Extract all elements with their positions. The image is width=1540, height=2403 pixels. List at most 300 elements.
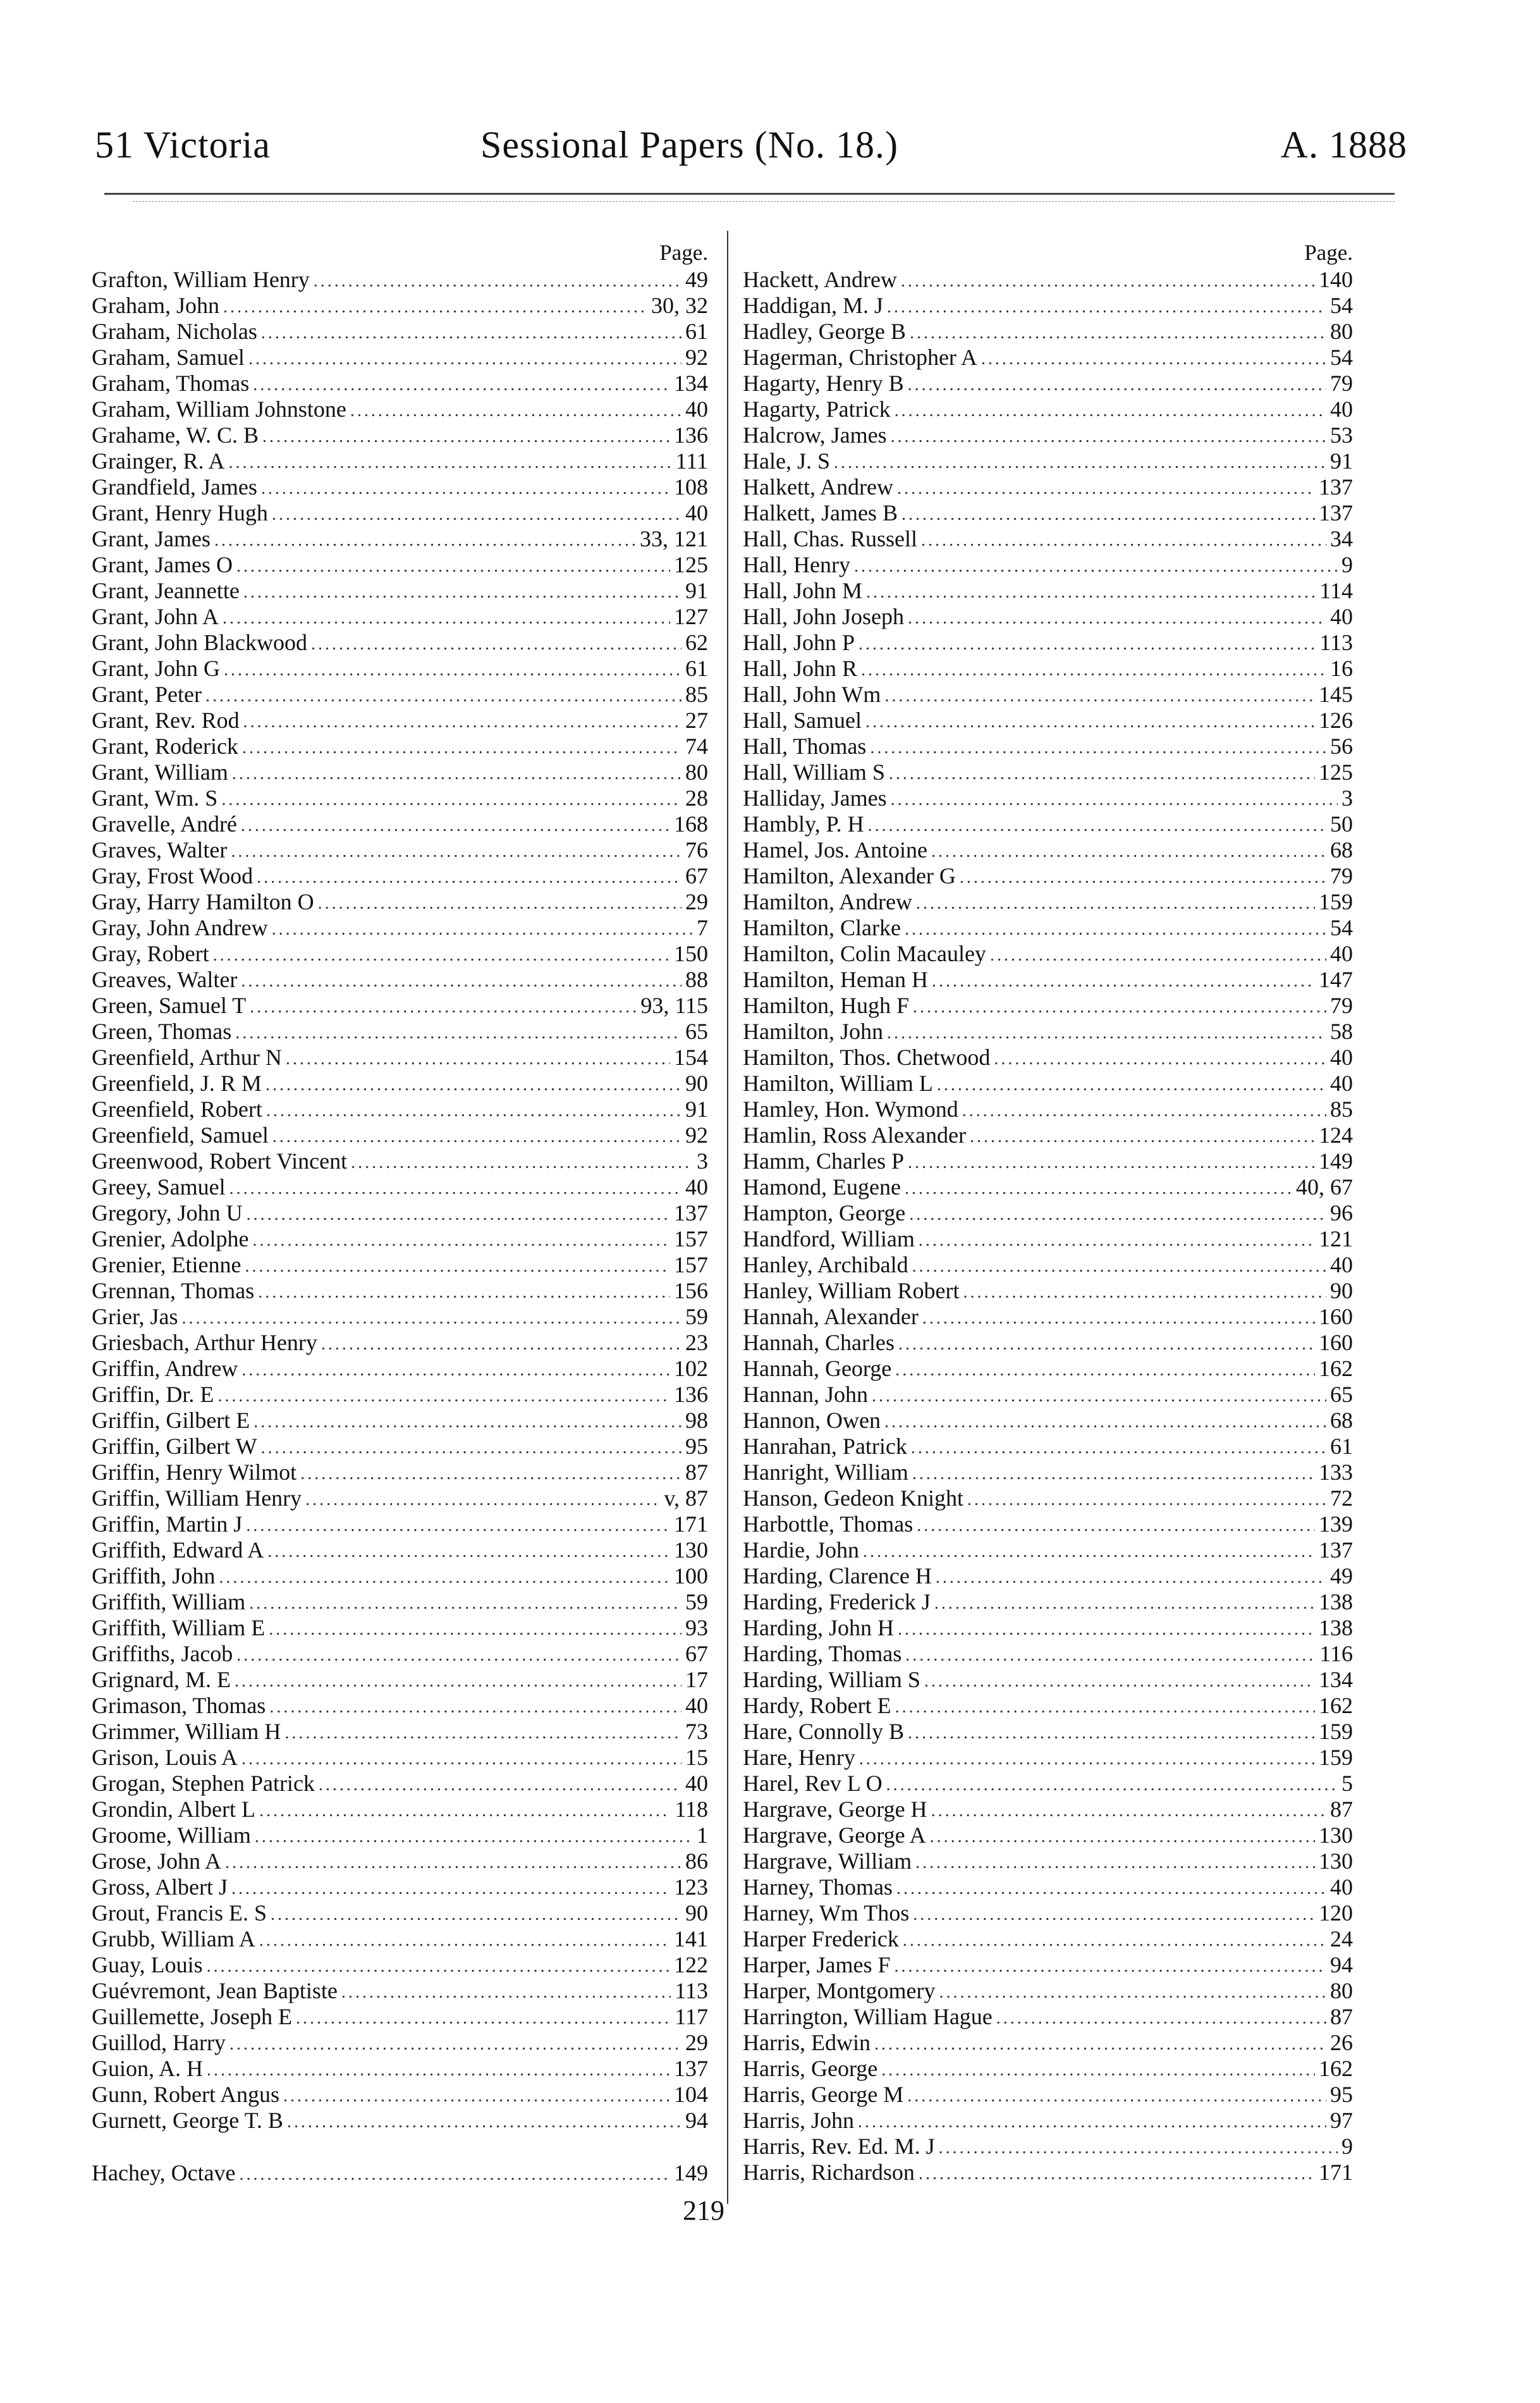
index-entry: [92, 1952, 708, 1978]
dot-leader: [266, 1100, 681, 1122]
entry-name: Hall, John M: [743, 578, 862, 603]
entry-name: Hagerman, Christopher A: [743, 345, 977, 370]
dot-leader: [236, 1644, 681, 1667]
index-entry: [92, 759, 708, 785]
dot-leader: [859, 633, 1316, 656]
entry-page: 94: [1330, 1952, 1353, 1977]
entry-name: Greenfield, J. R M: [92, 1071, 262, 1096]
index-entry: [92, 1771, 708, 1797]
entry-page: 117: [675, 2004, 708, 2029]
index-entry: [92, 1589, 708, 1615]
entry-name: Grahame, W. C. B: [92, 422, 259, 448]
dot-leader: [834, 452, 1326, 474]
index-entry: [743, 578, 1353, 604]
entry-page: 134: [674, 371, 708, 396]
dot-leader: [905, 1177, 1292, 1200]
dot-leader: [219, 1566, 670, 1589]
index-entry: [92, 422, 708, 448]
dot-leader: [214, 529, 636, 552]
dot-leader: [913, 996, 1326, 1019]
dot-leader: [881, 2059, 1315, 2082]
index-entry: [92, 1148, 708, 1174]
index-entry: [92, 1745, 708, 1771]
index-entry: [743, 448, 1353, 474]
entry-page: 68: [1330, 1408, 1353, 1433]
entry-page: 138: [1319, 1615, 1353, 1640]
entry-page: 40, 67: [1296, 1174, 1353, 1200]
entry-page: 40: [1330, 396, 1353, 422]
dot-leader: [887, 296, 1326, 319]
index-entry: [92, 1900, 708, 1926]
dot-leader: [286, 1048, 670, 1071]
entry-name: Hall, Thomas: [743, 734, 867, 759]
index-entry: [743, 1615, 1353, 1641]
entry-name: Gregory, John U: [92, 1200, 243, 1226]
index-entry: [743, 1693, 1353, 1719]
dot-leader: [229, 2033, 681, 2056]
index-entry: [92, 1978, 708, 2004]
entry-name: Hanley, Archibald: [743, 1252, 908, 1277]
entry-name: Grainger, R. A: [92, 448, 225, 474]
entry-page: 157: [674, 1226, 708, 1251]
index-entry: [92, 993, 708, 1019]
entry-page: 1: [697, 1822, 708, 1848]
page-column-label: Page.: [1304, 240, 1353, 265]
index-entry: [92, 474, 708, 500]
entry-page: 133: [1319, 1460, 1353, 1485]
index-entry: [743, 1071, 1353, 1097]
header-year: A. 1888: [1280, 124, 1407, 166]
entry-page: 123: [674, 1874, 708, 1900]
index-entry: [743, 1978, 1353, 2004]
entry-name: Grant, Roderick: [92, 734, 238, 759]
entry-name: Groome, William: [92, 1822, 251, 1848]
entry-page: 74: [685, 734, 708, 759]
entry-page: 40: [1330, 1071, 1353, 1096]
index-entry: [743, 1822, 1353, 1848]
dot-leader: [886, 1774, 1338, 1797]
entry-name: Griffin, Gilbert W: [92, 1434, 257, 1459]
index-entry: [92, 319, 708, 345]
dot-leader: [213, 944, 670, 967]
index-list-left: [92, 267, 708, 2186]
entry-name: Hanright, William: [743, 1460, 908, 1485]
index-entry: [743, 630, 1353, 656]
entry-page: 147: [1319, 967, 1353, 992]
entry-page: 87: [1330, 2004, 1353, 2029]
entry-page: 127: [674, 604, 708, 629]
entry-page: 116: [1319, 1641, 1353, 1666]
page-header: [95, 123, 1407, 180]
index-entry: [92, 967, 708, 993]
entry-name: Hanley, William Robert: [743, 1278, 960, 1303]
entry-page: 138: [1319, 1589, 1353, 1614]
entry-page: 56: [1330, 734, 1353, 759]
entry-name: Grignard, M. E: [92, 1667, 231, 1692]
entry-page: 113: [1319, 630, 1353, 655]
entry-page: 134: [1319, 1667, 1353, 1692]
header-title: Sessional Papers (No. 18.): [480, 124, 898, 166]
entry-page: 91: [685, 578, 708, 603]
entry-page: 80: [1330, 319, 1353, 344]
dot-leader: [913, 1903, 1315, 1926]
index-entry: [743, 345, 1353, 371]
entry-name: Harper, Montgomery: [743, 1978, 936, 2003]
entry-page: 102: [674, 1356, 708, 1381]
index-entry: [743, 396, 1353, 422]
entry-name: Hamel, Jos. Antoine: [743, 837, 927, 863]
dot-leader: [225, 1852, 681, 1874]
dot-leader: [257, 866, 681, 889]
entry-name: Grose, John A: [92, 1848, 221, 1874]
entry-page: 61: [685, 319, 708, 344]
entry-name: Griesbach, Arthur Henry: [92, 1330, 317, 1355]
dot-leader: [931, 1800, 1326, 1822]
index-entry: [743, 759, 1353, 785]
index-entry: [92, 2160, 708, 2186]
entry-name: Greenfield, Arthur N: [92, 1045, 282, 1070]
dot-leader: [891, 789, 1338, 811]
index-entry: [92, 1252, 708, 1278]
dot-leader: [895, 1955, 1327, 1978]
index-entry: [92, 1926, 708, 1952]
entry-name: Green, Samuel T: [92, 993, 247, 1018]
entry-name: Haddigan, M. J: [743, 293, 883, 318]
dot-leader: [300, 1463, 681, 1485]
entry-name: Hale, J. S: [743, 448, 830, 474]
index-entry: [743, 734, 1353, 759]
entry-name: Harel, Rev L O: [743, 1771, 883, 1796]
index-entry: [92, 915, 708, 941]
entry-name: Greey, Samuel: [92, 1174, 226, 1200]
dot-leader: [232, 763, 681, 785]
index-entry: [743, 552, 1353, 578]
dot-leader: [242, 737, 681, 759]
entry-name: Graham, John: [92, 293, 219, 318]
entry-name: Hanson, Gedeon Knight: [743, 1485, 963, 1511]
entry-name: Hall, Henry: [743, 552, 850, 577]
entry-page: 40: [1330, 1874, 1353, 1900]
entry-page: 136: [674, 1382, 708, 1407]
entry-name: Hall, John P: [743, 630, 855, 655]
entry-page: 88: [685, 967, 708, 992]
entry-name: Harbottle, Thomas: [743, 1511, 914, 1537]
dot-leader: [868, 814, 1326, 837]
index-entry: [743, 656, 1353, 682]
entry-name: Grant, Peter: [92, 682, 202, 707]
dot-leader: [870, 737, 1326, 759]
index-entry: [743, 1874, 1353, 1900]
dot-leader: [924, 1670, 1315, 1693]
dot-leader: [241, 1359, 670, 1382]
dot-leader: [224, 659, 681, 682]
entry-name: Halliday, James: [743, 785, 887, 811]
index-entry: [743, 2030, 1353, 2056]
dot-leader: [905, 1644, 1316, 1667]
index-entry: [92, 526, 708, 552]
dot-leader: [919, 2163, 1315, 2185]
entry-page: 53: [1330, 422, 1353, 448]
dot-leader: [889, 763, 1315, 785]
index-entry: [743, 2108, 1353, 2134]
entry-name: Hamond, Eugene: [743, 1174, 901, 1200]
index-entry: [92, 1408, 708, 1434]
entry-page: 168: [674, 811, 708, 837]
entry-page: 130: [1319, 1848, 1353, 1874]
entry-page: 85: [685, 682, 708, 707]
index-entry: [92, 837, 708, 863]
index-entry: [92, 630, 708, 656]
index-entry: [92, 1719, 708, 1745]
entry-name: Hagarty, Henry B: [743, 371, 904, 396]
entry-name: Harris, Edwin: [743, 2030, 871, 2055]
index-entry: [743, 1563, 1353, 1589]
index-entry: [743, 967, 1353, 993]
dot-leader: [874, 2033, 1326, 2056]
index-entry: [743, 500, 1353, 526]
dot-leader: [962, 1100, 1326, 1122]
index-entry: [743, 1226, 1353, 1252]
entry-page: 159: [1319, 889, 1353, 914]
entry-name: Hamm, Charles P: [743, 1148, 904, 1174]
entry-page: 125: [674, 552, 708, 577]
index-entry: [743, 1097, 1353, 1122]
dot-leader: [895, 400, 1326, 422]
entry-page: 9: [1341, 552, 1353, 577]
dot-leader: [283, 2085, 670, 2108]
index-entry: [743, 785, 1353, 811]
entry-page: 50: [1330, 811, 1353, 837]
entry-page: 141: [674, 1926, 708, 1951]
entry-name: Halcrow, James: [743, 422, 887, 448]
entry-page: 93, 115: [640, 993, 708, 1018]
dot-leader: [321, 1333, 681, 1356]
entry-page: 73: [685, 1719, 708, 1744]
entry-name: Griffin, William Henry: [92, 1485, 302, 1511]
index-entry: [92, 578, 708, 604]
index-entry: [92, 1511, 708, 1537]
dot-leader: [231, 840, 681, 863]
index-entry: [92, 1019, 708, 1045]
index-list-right: [743, 267, 1353, 2185]
dot-leader: [967, 1489, 1326, 1511]
dot-leader: [897, 477, 1315, 500]
entry-name: Harding, John H: [743, 1615, 894, 1640]
entry-name: Graham, Thomas: [92, 371, 250, 396]
dot-leader: [939, 1981, 1326, 2004]
entry-page: 40: [685, 1771, 708, 1796]
index-entry: [92, 1278, 708, 1304]
entry-page: 90: [685, 1071, 708, 1096]
dot-leader: [259, 1800, 671, 1822]
dot-leader: [262, 426, 670, 448]
index-entry: [743, 474, 1353, 500]
entry-name: Grafton, William Henry: [92, 267, 310, 292]
header-rule: [104, 193, 1395, 195]
index-entry: [743, 1719, 1353, 1745]
entry-name: Grant, James O: [92, 552, 233, 577]
entry-name: Hamley, Hon. Wymond: [743, 1097, 958, 1122]
dot-leader: [245, 1255, 670, 1278]
entry-page: 40: [685, 396, 708, 422]
entry-page: 140: [1319, 267, 1353, 292]
index-entry: [743, 708, 1353, 734]
entry-name: Gray, Frost Wood: [92, 863, 254, 888]
entry-name: Hambly, P. H: [743, 811, 864, 837]
entry-page: 5: [1341, 1771, 1353, 1796]
entry-page: 26: [1330, 2030, 1353, 2055]
entry-page: 124: [1319, 1122, 1353, 1148]
index-entry: [743, 1356, 1353, 1382]
entry-page: 97: [1330, 2108, 1353, 2133]
dot-leader: [896, 1878, 1326, 1900]
entry-page: 156: [674, 1278, 708, 1303]
dot-leader: [908, 374, 1326, 396]
dot-leader: [861, 659, 1326, 682]
index-entry: [743, 1667, 1353, 1693]
index-entry: [743, 1200, 1353, 1226]
entry-name: Hardy, Robert E: [743, 1693, 891, 1718]
entry-page: 90: [685, 1900, 708, 1926]
dot-leader: [963, 1281, 1326, 1304]
dot-leader: [351, 1152, 693, 1174]
header-volume: 51 Victoria: [95, 124, 271, 166]
entry-name: Harding, Frederick J: [743, 1589, 931, 1614]
entry-name: Harney, Thomas: [743, 1874, 893, 1900]
entry-name: Harris, George: [743, 2056, 878, 2081]
entry-page: 98: [685, 1408, 708, 1433]
entry-name: Griffiths, Jacob: [92, 1641, 233, 1666]
entry-page: 145: [1319, 682, 1353, 707]
index-column-left: [92, 240, 708, 2186]
entry-page: 125: [1319, 759, 1353, 785]
dot-leader: [907, 2085, 1326, 2108]
index-entry: [743, 422, 1353, 448]
entry-page: 95: [685, 1434, 708, 1459]
index-entry: [743, 1252, 1353, 1278]
dot-leader: [247, 1203, 670, 1226]
entry-name: Grier, Jas: [92, 1304, 178, 1329]
entry-name: Graham, Nicholas: [92, 319, 257, 344]
dot-leader: [217, 1385, 670, 1408]
entry-page: 59: [685, 1589, 708, 1614]
entry-page: 54: [1330, 293, 1353, 318]
index-entry: [743, 1278, 1353, 1304]
dot-leader: [269, 1696, 681, 1719]
entry-name: Hardie, John: [743, 1537, 859, 1563]
index-entry: [92, 734, 708, 759]
dot-leader: [272, 1126, 681, 1148]
entry-page: 108: [674, 474, 708, 500]
index-entry: [743, 915, 1353, 941]
index-entry: [743, 1460, 1353, 1485]
entry-name: Harris, George M: [743, 2082, 904, 2107]
entry-name: Grenier, Etienne: [92, 1252, 241, 1277]
entry-name: Harris, Richardson: [743, 2160, 915, 2185]
dot-leader: [259, 1929, 670, 1952]
dot-leader: [254, 1411, 681, 1434]
entry-name: Hannah, Charles: [743, 1330, 895, 1355]
entry-page: 79: [1330, 371, 1353, 396]
entry-name: Graham, Samuel: [92, 345, 245, 370]
entry-name: Gunn, Robert Angus: [92, 2082, 279, 2107]
entry-page: 93: [685, 1615, 708, 1640]
entry-name: Hannan, John: [743, 1382, 868, 1407]
entry-name: Hannah, George: [743, 1356, 892, 1381]
entry-page: 61: [1330, 1434, 1353, 1459]
index-entry: [743, 1952, 1353, 1978]
entry-name: Guillemette, Joseph E: [92, 2004, 292, 2029]
dot-leader: [970, 1126, 1315, 1148]
index-entry: [92, 1537, 708, 1563]
entry-name: Harrington, William Hague: [743, 2004, 993, 2029]
dot-leader: [872, 1385, 1326, 1408]
index-entry: [743, 1330, 1353, 1356]
entry-page: 80: [1330, 1978, 1353, 2003]
entry-page: 40: [685, 1174, 708, 1200]
dot-leader: [915, 1852, 1315, 1874]
entry-name: Griffith, John: [92, 1563, 216, 1589]
entry-name: Griffin, Henry Wilmot: [92, 1460, 297, 1485]
entry-page: 130: [1319, 1822, 1353, 1848]
entry-page: 100: [674, 1563, 708, 1589]
index-entry: [92, 1874, 708, 1900]
dot-leader: [895, 1359, 1315, 1382]
entry-name: Gurnett, George T. B: [92, 2108, 283, 2133]
dot-leader: [248, 348, 681, 371]
entry-page: 92: [685, 345, 708, 370]
entry-page: 27: [685, 708, 708, 733]
entry-page: 40: [685, 500, 708, 525]
dot-leader: [939, 2137, 1338, 2160]
dot-leader: [912, 1463, 1315, 1485]
dot-leader: [267, 1540, 670, 1563]
index-entry: [92, 604, 708, 630]
entry-name: Griffith, William E: [92, 1615, 266, 1640]
dot-leader: [922, 1307, 1315, 1330]
entry-name: Hamilton, Clarke: [743, 915, 901, 940]
dot-leader: [305, 1489, 660, 1511]
dot-leader: [241, 814, 670, 837]
entry-name: Hamilton, Andrew: [743, 889, 912, 914]
entry-page: v, 87: [664, 1485, 708, 1511]
index-entry: [92, 889, 708, 915]
index-entry: [92, 811, 708, 837]
entry-name: Grenier, Adolphe: [92, 1226, 249, 1251]
entry-page: 137: [674, 1200, 708, 1226]
entry-page: 137: [1319, 1537, 1353, 1563]
index-entry: [743, 1900, 1353, 1926]
dot-leader: [249, 1592, 681, 1615]
dot-leader: [934, 1592, 1315, 1615]
entry-page: 40: [1330, 941, 1353, 966]
entry-name: Hamilton, William L: [743, 1071, 933, 1096]
dot-leader: [930, 1826, 1315, 1848]
entry-page: 162: [1319, 1356, 1353, 1381]
index-entry: [92, 293, 708, 319]
index-entry: [92, 1382, 708, 1408]
entry-name: Grant, John A: [92, 604, 219, 629]
index-entry: [743, 1797, 1353, 1822]
index-entry: [743, 1382, 1353, 1408]
entry-name: Grant, John G: [92, 656, 220, 681]
entry-page: 58: [1330, 1019, 1353, 1044]
dot-leader: [240, 2163, 670, 2186]
entry-name: Guion, A. H: [92, 2056, 204, 2081]
dot-leader: [990, 944, 1326, 967]
index-entry: [743, 2004, 1353, 2030]
entry-page: 54: [1330, 915, 1353, 940]
